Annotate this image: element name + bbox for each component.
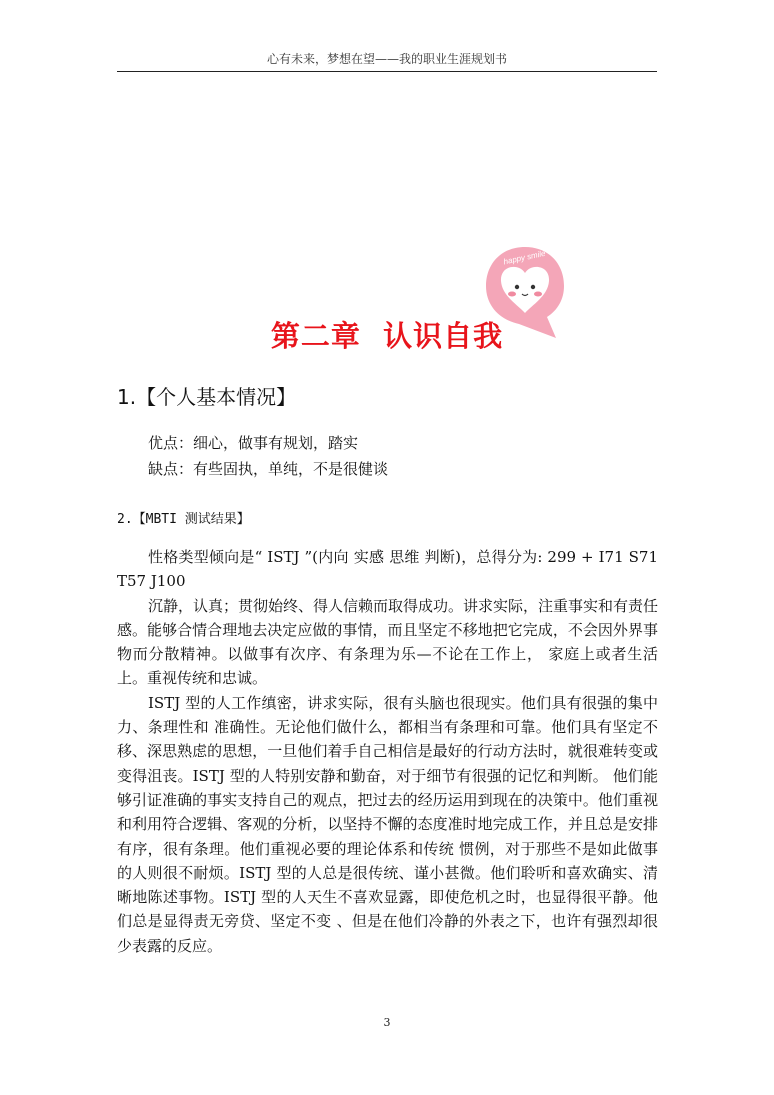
mbti-result-text xyxy=(117,545,658,958)
chapter-title: 第二章 认识自我 xyxy=(270,319,504,353)
section-heading-basic-info: 1.【个人基本情况】 xyxy=(117,385,297,409)
section-heading-mbti: 2.【MBTI 测试结果】 xyxy=(117,512,250,527)
strengths-line: 优点：细心，做事有规划，踏实 xyxy=(148,434,359,452)
running-header: 心有未来，梦想在望——我的职业生涯规划书 xyxy=(266,52,507,66)
header-divider xyxy=(117,71,657,72)
mbti-summary-paragraph: 沉静，认真；贯彻始终、得人信赖而取得成功。讲求实际，注重事实和有责任感。能够合情合理地去决定应做的事情，而且坚定不移地把它完成，不会因外界事物而分散精神。以做事有次序、有条理为乐—不论在工作上， 家庭上或者生活上。重视传统和忠诚。 xyxy=(117,596,659,688)
sticker-label: happy smile xyxy=(502,248,547,267)
weaknesses-line: 缺点：有些固执，单纯，不是很健谈 xyxy=(148,460,389,478)
page-number: 3 xyxy=(383,1016,391,1029)
mbti-score-paragraph: 性格类型倾向是“ ISTJ ”(内向 实感 思维 判断)，总得分为: 299 + I71 S71 T57 J100 xyxy=(117,548,658,591)
mbti-detail-paragraph: ISTJ 型的人工作缜密，讲求实际，很有头脑也很现实。他们具有很强的集中力、条理性和 准确性。无论他们做什么，都相当有条理和可靠。他们具有坚定不移、深思熟虑的思想，一旦他们着手自己相信是最好的行动方法时，就很难转变或变得沮丧。ISTJ 型的人特别安静和勤奋，对于细节有很强的记忆和判断。 他们能够引证准确的事实支持自己的观点，把过去的经历运用到现在的决策中。他们重视和利用符合逻辑、客观的分析，以坚持不懈的态度准时地完成工作，并且总是安排有序，很有条理。他们重视必要的理论体系和传统 惯例，对于那些不是如此做事的人则很不耐烦。ISTJ 型的人总是很传统、谨小甚微。他们聆听和喜欢确实、清晰地陈述事物。ISTJ 型的人天生不喜欢显露，即使危机之时，也显得很平静。他们总是显得责无旁贷、坚定不变 、但是在他们冷静的外表之下，也许有强烈却很少表露的反应。 xyxy=(117,693,658,955)
